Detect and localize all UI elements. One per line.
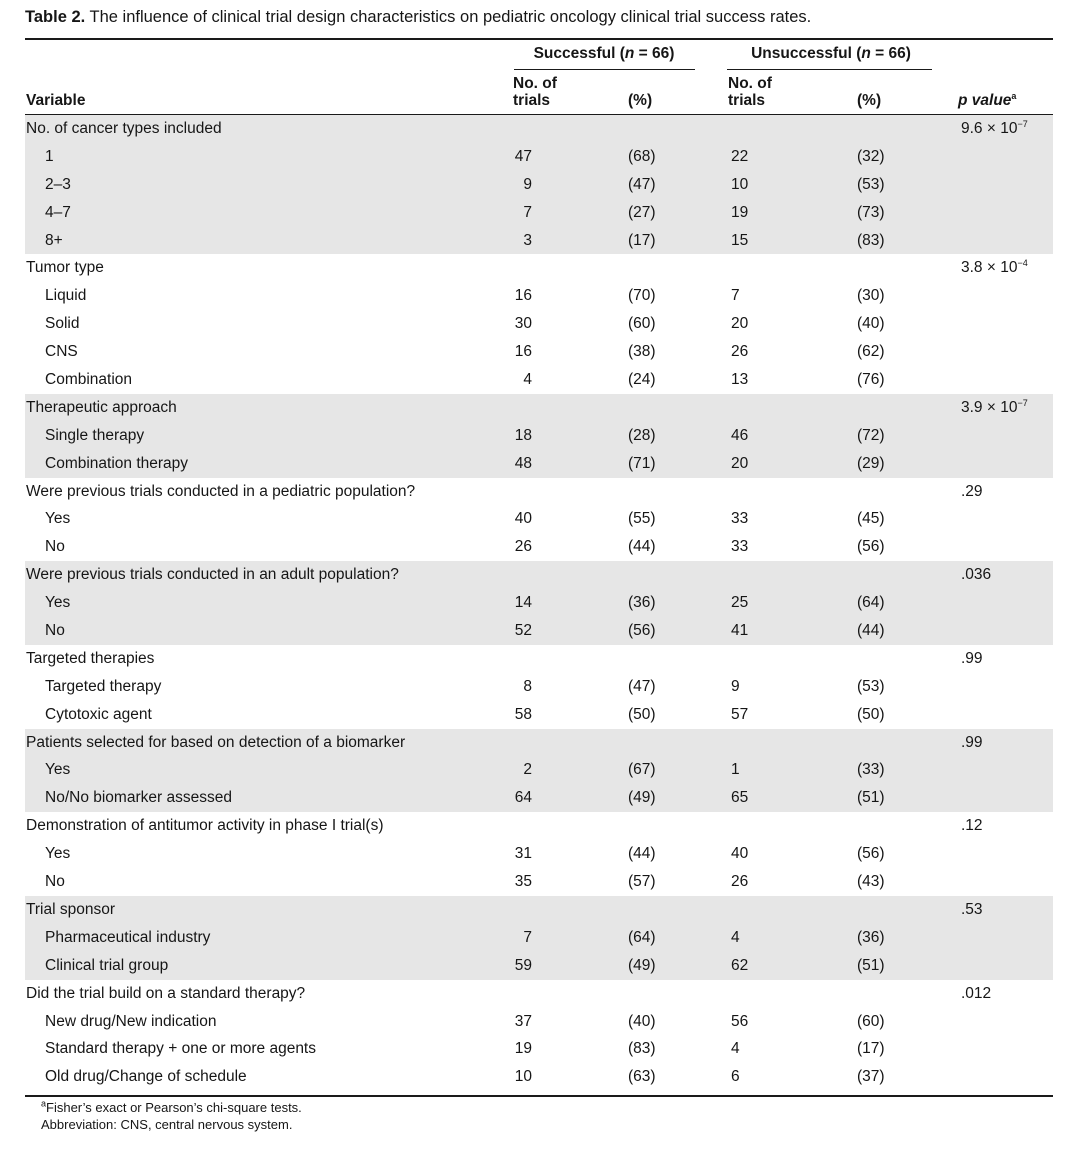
successful-percent: (55) (628, 510, 656, 528)
subcategory-label: Combination therapy (45, 454, 189, 472)
successful-trials-count: 19 (514, 1040, 532, 1058)
unsuccessful-trials-count: 40 (731, 845, 749, 863)
successful-trials-count: 58 (514, 705, 532, 723)
subcategory-label: 1 (45, 147, 54, 165)
unsuccessful-percent: (17) (857, 1040, 885, 1058)
subcategory-label: Cytotoxic agent (45, 705, 152, 723)
table-caption-text: The influence of clinical trial design characteristics on pediatric oncology clinical trial success rates. (89, 8, 812, 26)
p-value: 3.8 × 10 (961, 259, 1018, 277)
unsuccessful-trials-count: 46 (731, 426, 749, 444)
unsuccessful-trials-count: 26 (731, 873, 749, 891)
p-value: 3.9 × 10 (961, 398, 1018, 416)
table-row (25, 868, 1053, 896)
category-label: Did the trial build on a standard therapy? (26, 984, 306, 1002)
successful-trials-count: 9 (523, 175, 532, 193)
unsuccessful-percent: (64) (857, 594, 885, 612)
unsuccessful-trials-count: 62 (731, 956, 749, 974)
table-row (25, 199, 1053, 227)
unsuccessful-trials-count: 20 (731, 315, 749, 333)
table-row (25, 505, 1053, 533)
table-row (25, 1063, 1053, 1091)
p-value-cell (961, 259, 1028, 277)
table-row (25, 1035, 1053, 1063)
subcategory-label: 2–3 (45, 175, 71, 193)
unsuccessful-percent: (50) (857, 705, 885, 723)
unsuccessful-trials-count: 4 (731, 928, 740, 946)
table-row (25, 310, 1053, 338)
category-label: Tumor type (26, 259, 104, 277)
unsuccessful-group-rule (727, 69, 932, 70)
unsuccessful-trials-count: 19 (731, 203, 749, 221)
unsuccessful-trials-header: No. of trials (728, 75, 772, 109)
footnote-test: $^a$Fisher’s exact or Pearson’s chi-square tests. (41, 1098, 302, 1115)
table-row (25, 450, 1053, 478)
unsuccessful-trials-count: 1 (731, 761, 740, 779)
unsuccessful-trials-count: 6 (731, 1068, 740, 1086)
successful-percent: (70) (628, 287, 656, 305)
successful-trials-count: 14 (514, 594, 532, 612)
table-row (25, 673, 1053, 701)
successful-trials-count: 59 (514, 956, 532, 974)
subcategory-label: Yes (45, 510, 71, 528)
subcategory-label: New drug/New indication (45, 1012, 217, 1030)
unsuccessful-trials-count: 33 (731, 538, 749, 556)
table-body (25, 115, 1053, 1091)
successful-percent: (57) (628, 873, 656, 891)
category-label: Demonstration of antitumor activity in phase I trial(s) (26, 817, 384, 835)
category-row (25, 254, 1053, 282)
successful-trials-count: 4 (523, 371, 532, 389)
unsuccessful-trials-count: 9 (731, 677, 740, 695)
p-value: .29 (961, 482, 983, 500)
successful-trials-count: 7 (523, 928, 532, 946)
bottom-rule (25, 1095, 1053, 1097)
category-row (25, 478, 1053, 506)
unsuccessful-percent: (45) (857, 510, 885, 528)
table-caption (25, 8, 811, 27)
subcategory-label: Yes (45, 594, 71, 612)
unsuccessful-trials-count: 65 (731, 789, 749, 807)
unsuccessful-percent: (72) (857, 426, 885, 444)
unsuccessful-percent: (30) (857, 287, 885, 305)
successful-trials-count: 37 (514, 1012, 532, 1030)
successful-trials-count: 16 (514, 287, 532, 305)
successful-percent: (68) (628, 147, 656, 165)
unsuccessful-percent: (53) (857, 677, 885, 695)
category-row (25, 561, 1053, 589)
subcategory-label: Clinical trial group (45, 956, 169, 974)
successful-percent-header: (%) (628, 92, 653, 109)
successful-trials-count: 7 (523, 203, 532, 221)
successful-percent: (64) (628, 928, 656, 946)
successful-trials-count: 10 (514, 1068, 532, 1086)
subcategory-label: Targeted therapy (45, 677, 162, 695)
subcategory-label: Yes (45, 845, 71, 863)
category-row (25, 394, 1053, 422)
table-row (25, 952, 1053, 980)
successful-trials-count: 3 (523, 231, 532, 249)
table-row (25, 1008, 1053, 1036)
successful-trials-count: 2 (523, 761, 532, 779)
unsuccessful-percent: (56) (857, 538, 885, 556)
successful-percent: (50) (628, 705, 656, 723)
successful-trials-count: 26 (514, 538, 532, 556)
footnote-abbreviation: Abbreviation: CNS, central nervous system. (41, 1117, 293, 1132)
successful-percent: (67) (628, 761, 656, 779)
category-label: Therapeutic approach (26, 398, 177, 416)
successful-percent: (49) (628, 956, 656, 974)
unsuccessful-percent: (37) (857, 1068, 885, 1086)
successful-percent: (47) (628, 175, 656, 193)
p-value: .99 (961, 733, 983, 751)
unsuccessful-trials-count: 15 (731, 231, 749, 249)
table-row (25, 784, 1053, 812)
table-row (25, 589, 1053, 617)
successful-percent: (56) (628, 622, 656, 640)
unsuccessful-percent: (53) (857, 175, 885, 193)
category-label: Trial sponsor (26, 900, 116, 918)
table-row (25, 701, 1053, 729)
top-rule (25, 38, 1053, 40)
unsuccessful-trials-count: 56 (731, 1012, 749, 1030)
successful-group-rule (514, 69, 695, 70)
p-value-exponent: −7 (1017, 397, 1028, 408)
unsuccessful-percent: (33) (857, 761, 885, 779)
subcategory-label: 8+ (45, 231, 63, 249)
successful-percent: (60) (628, 315, 656, 333)
unsuccessful-percent: (43) (857, 873, 885, 891)
unsuccessful-trials-count: 22 (731, 147, 749, 165)
successful-percent: (44) (628, 538, 656, 556)
subcategory-label: Pharmaceutical industry (45, 928, 211, 946)
category-row (25, 896, 1053, 924)
successful-trials-header: No. of trials (513, 75, 557, 109)
subcategory-label: Liquid (45, 287, 87, 305)
successful-trials-count: 35 (514, 873, 532, 891)
successful-percent: (17) (628, 231, 656, 249)
subcategory-label: No/No biomarker assessed (45, 789, 232, 807)
table-row (25, 366, 1053, 394)
p-value-cell (961, 399, 1028, 417)
subcategory-label: CNS (45, 343, 78, 361)
table-row (25, 422, 1053, 450)
table-row (25, 338, 1053, 366)
subcategory-label: No (45, 873, 65, 891)
unsuccessful-trials-count: 57 (731, 705, 749, 723)
p-value: .036 (961, 566, 992, 584)
category-row (25, 980, 1053, 1008)
unsuccessful-percent: (73) (857, 203, 885, 221)
successful-trials-count: 8 (523, 677, 532, 695)
category-label: Were previous trials conducted in an adult population? (26, 566, 399, 584)
category-row (25, 812, 1053, 840)
unsuccessful-percent: (36) (857, 928, 885, 946)
unsuccessful-percent: (60) (857, 1012, 885, 1030)
unsuccessful-percent: (56) (857, 845, 885, 863)
table-row (25, 227, 1053, 255)
successful-trials-count: 31 (514, 845, 532, 863)
successful-group-header: Successful (n = 66) (533, 45, 675, 62)
subcategory-label: Single therapy (45, 426, 145, 444)
subcategory-label: Yes (45, 761, 71, 779)
category-label: Targeted therapies (26, 649, 155, 667)
successful-percent: (47) (628, 677, 656, 695)
p-value: .53 (961, 900, 983, 918)
unsuccessful-trials-count: 41 (731, 622, 749, 640)
unsuccessful-percent-header: (%) (857, 92, 882, 109)
successful-trials-count: 30 (514, 315, 532, 333)
subcategory-label: Standard therapy + one or more agents (45, 1040, 316, 1058)
unsuccessful-trials-count: 4 (731, 1040, 740, 1058)
unsuccessful-percent: (51) (857, 789, 885, 807)
table-row (25, 282, 1053, 310)
category-label: Patients selected for based on detection of a biomarker (26, 733, 406, 751)
successful-percent: (71) (628, 454, 656, 472)
successful-percent: (63) (628, 1068, 656, 1086)
successful-percent: (38) (628, 343, 656, 361)
successful-percent: (24) (628, 371, 656, 389)
subcategory-label: No (45, 622, 65, 640)
category-row (25, 729, 1053, 757)
variable-column-header: Variable (26, 92, 86, 109)
unsuccessful-trials-count: 33 (731, 510, 749, 528)
subcategory-label: Old drug/Change of schedule (45, 1068, 247, 1086)
successful-trials-count: 18 (514, 426, 532, 444)
successful-percent: (27) (628, 203, 656, 221)
unsuccessful-trials-count: 7 (731, 287, 740, 305)
table-row (25, 756, 1053, 784)
unsuccessful-trials-count: 10 (731, 175, 749, 193)
unsuccessful-percent: (76) (857, 371, 885, 389)
unsuccessful-percent: (29) (857, 454, 885, 472)
p-value: .12 (961, 817, 983, 835)
successful-percent: (28) (628, 426, 656, 444)
unsuccessful-trials-count: 13 (731, 371, 749, 389)
p-value: .99 (961, 649, 983, 667)
unsuccessful-percent: (51) (857, 956, 885, 974)
table-label: Table 2. (25, 8, 86, 26)
unsuccessful-trials-count: 25 (731, 594, 749, 612)
p-value-exponent: −7 (1017, 118, 1028, 129)
subcategory-label: Combination (45, 371, 133, 389)
p-value-exponent: −4 (1017, 258, 1028, 269)
subcategory-label: No (45, 538, 65, 556)
unsuccessful-percent: (32) (857, 147, 885, 165)
successful-percent: (49) (628, 789, 656, 807)
p-value: 9.6 × 10 (961, 120, 1018, 137)
unsuccessful-percent: (83) (857, 231, 885, 249)
subcategory-label: Solid (45, 315, 80, 333)
table-row (25, 171, 1053, 199)
table-row (25, 533, 1053, 561)
successful-trials-count: 52 (514, 622, 532, 640)
table-footnotes (41, 1099, 302, 1133)
successful-trials-count: 64 (514, 789, 532, 807)
unsuccessful-percent: (62) (857, 343, 885, 361)
successful-percent: (36) (628, 594, 656, 612)
successful-percent: (40) (628, 1012, 656, 1030)
unsuccessful-percent: (40) (857, 315, 885, 333)
unsuccessful-percent: (44) (857, 622, 885, 640)
p-value: .012 (961, 984, 992, 1002)
category-row (25, 115, 1053, 143)
unsuccessful-trials-count: 20 (731, 454, 749, 472)
unsuccessful-group-header: Unsuccessful (n = 66) (751, 45, 911, 62)
successful-percent: (83) (628, 1040, 656, 1058)
successful-percent: (44) (628, 845, 656, 863)
subcategory-label: 4–7 (45, 203, 71, 221)
successful-trials-count: 47 (514, 147, 532, 165)
p-value-cell (961, 120, 1028, 138)
successful-trials-count: 16 (514, 343, 532, 361)
table-row (25, 143, 1053, 171)
category-label: No. of cancer types included (26, 120, 222, 137)
table-row (25, 924, 1053, 952)
table-row (25, 840, 1053, 868)
successful-trials-count: 48 (514, 454, 532, 472)
successful-trials-count: 40 (514, 510, 532, 528)
category-label: Were previous trials conducted in a pediatric population? (26, 482, 416, 500)
pvalue-header: p value$^a$ (958, 90, 1017, 109)
category-row (25, 645, 1053, 673)
table-row (25, 617, 1053, 645)
unsuccessful-trials-count: 26 (731, 343, 749, 361)
